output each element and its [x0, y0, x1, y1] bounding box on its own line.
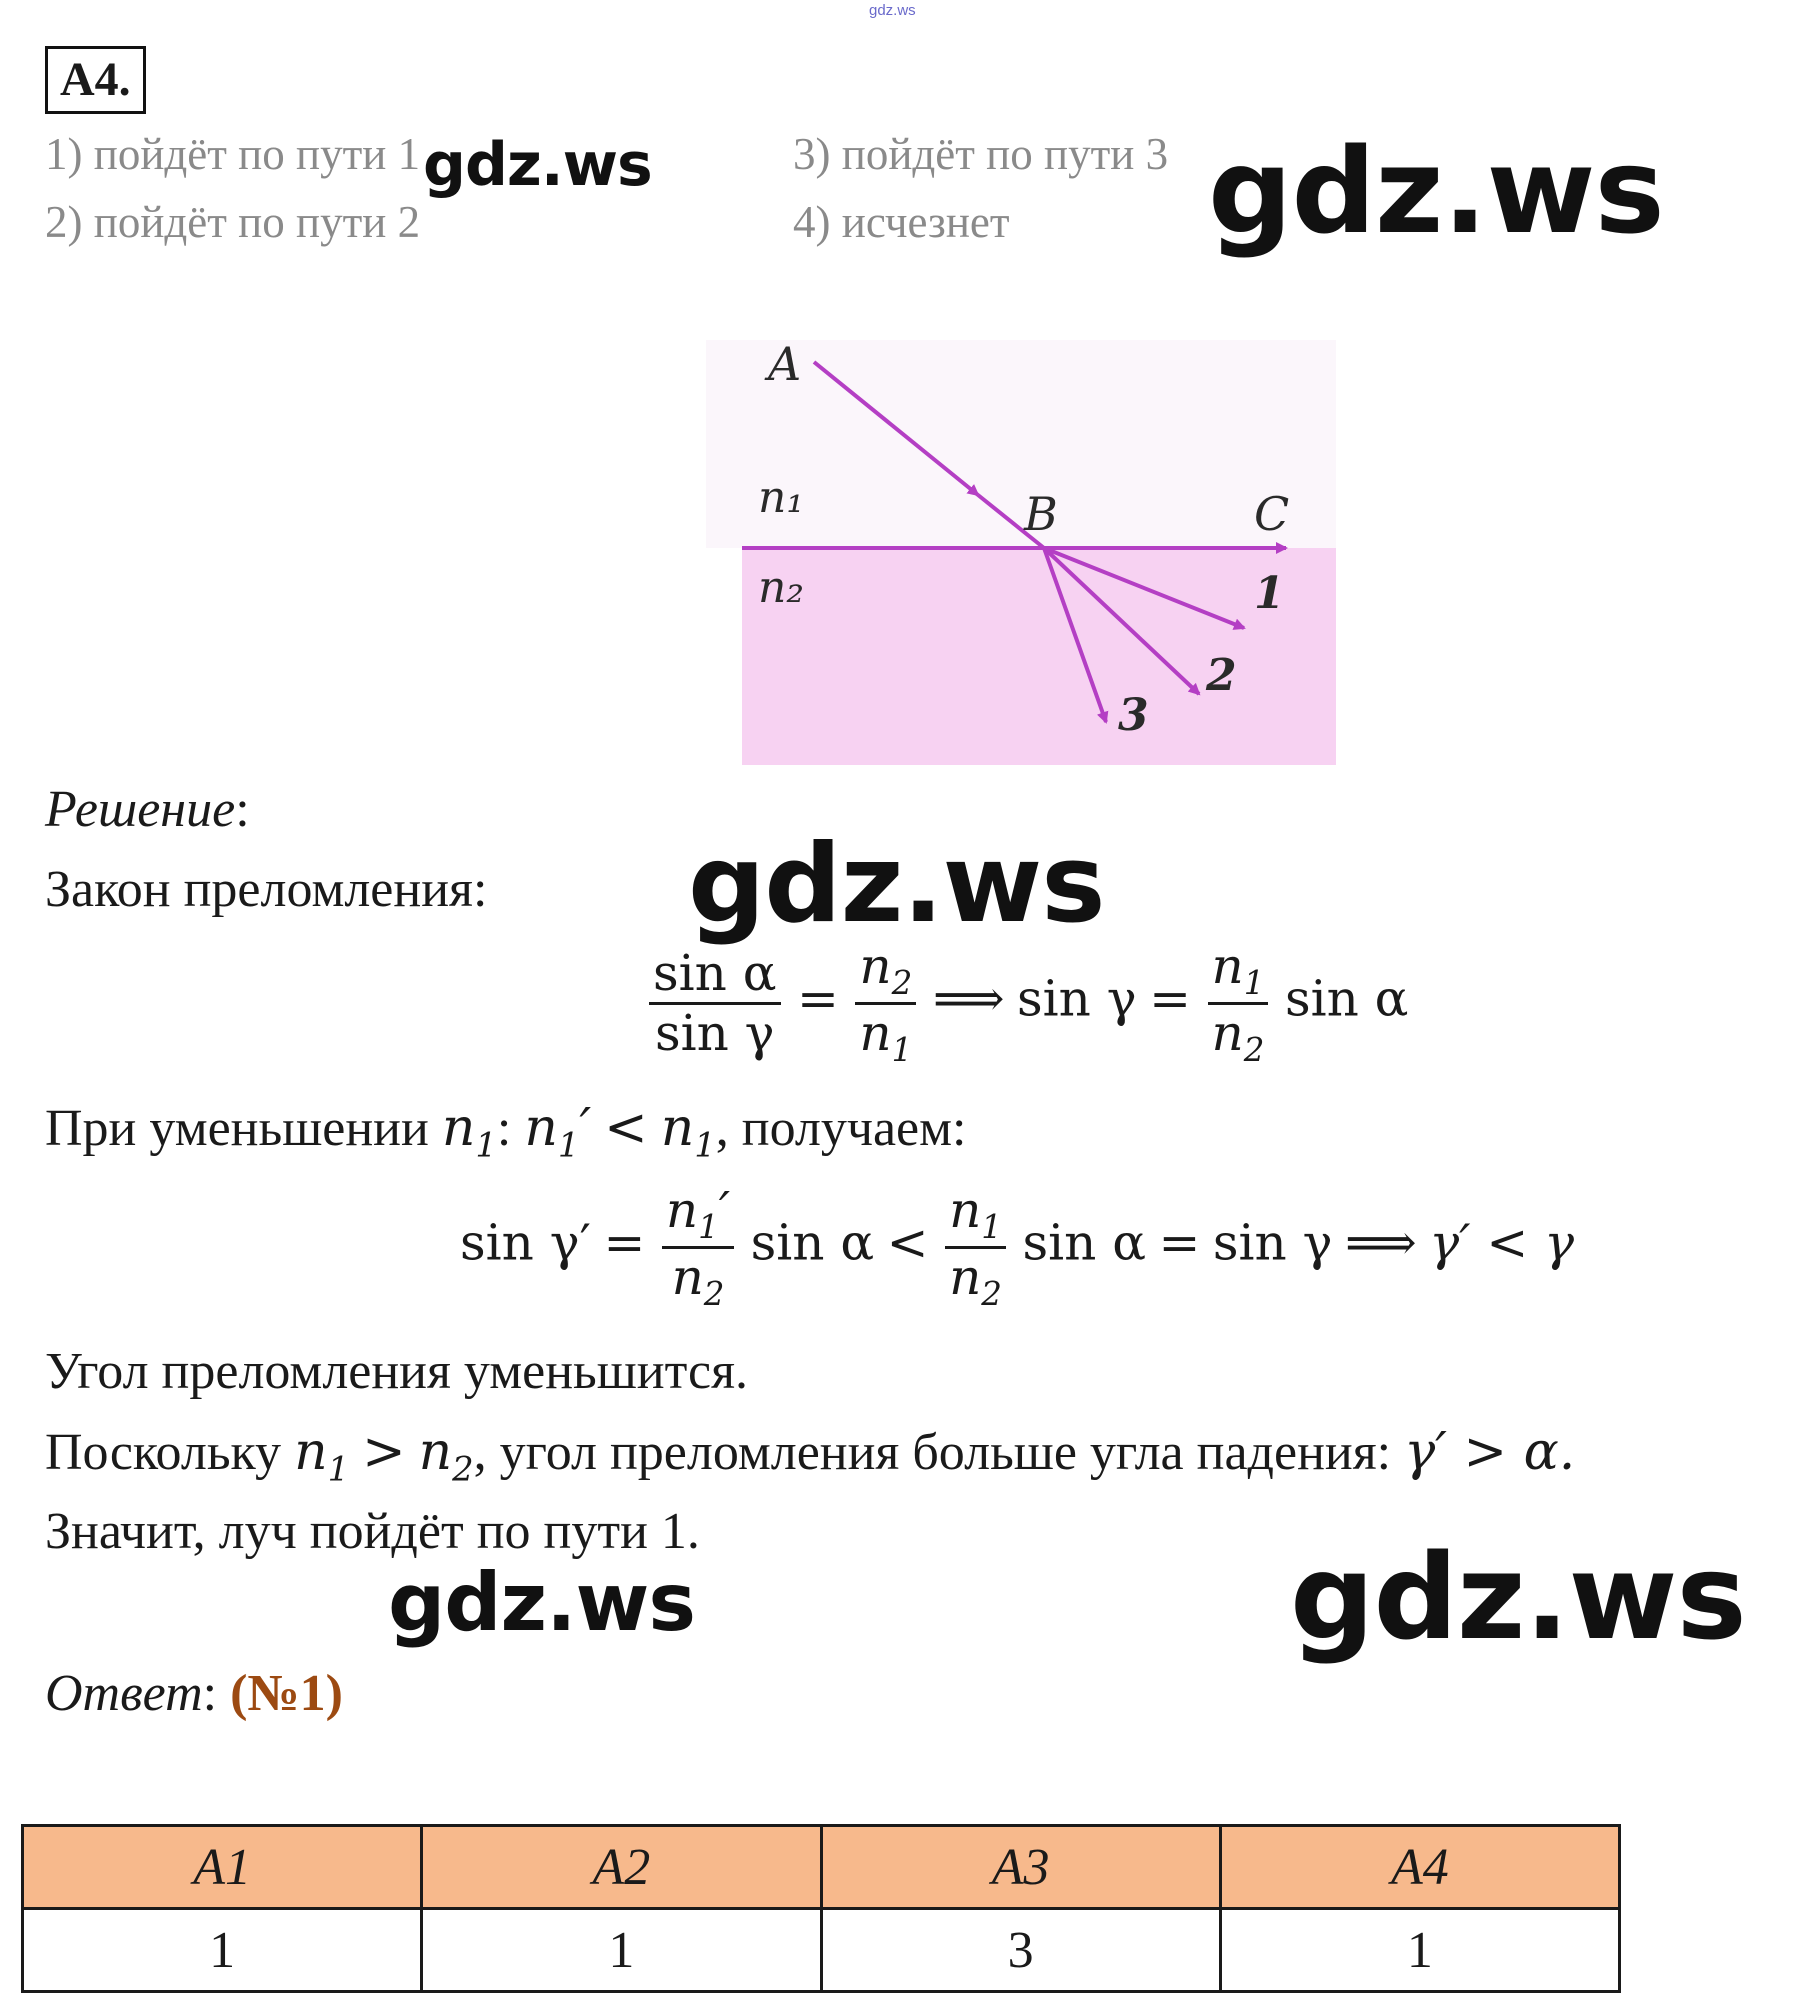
table-header: A1 [23, 1826, 422, 1909]
law-label: Закон преломления: [45, 861, 488, 918]
watermark: gdz.ws [388, 1556, 696, 1649]
answers-table [21, 1824, 1621, 1993]
answer-label: Ответ [45, 1665, 203, 1722]
gamma-prime-lt-gamma: γ′ < γ [1429, 1213, 1575, 1272]
watermark: gdz.ws [423, 130, 652, 200]
watermark-small: gdz.ws [869, 2, 916, 19]
label-c: C [1254, 487, 1290, 541]
label-b: B [1024, 487, 1058, 541]
eq-equals-2: = [1149, 969, 1192, 1028]
option-3: 3) пойдёт по пути 3 [793, 129, 1169, 179]
watermark: gdz.ws [1208, 122, 1664, 260]
table-cell: 3 [821, 1909, 1220, 1992]
table-cell: 1 [1220, 1909, 1619, 1992]
table-row [23, 1909, 1620, 1992]
decrease-prefix: При уменьшении [45, 1100, 429, 1157]
sin-gamma: sin γ [654, 1004, 775, 1063]
decrease-line: При уменьшении $n_1$: $n_1' < n_1$, получаем: [45, 1098, 967, 1165]
label-a: A [768, 340, 802, 391]
answer-value: (№1) [230, 1665, 343, 1722]
fraction-n1-n2 [1208, 938, 1269, 1070]
problem-label: А4. [45, 46, 146, 114]
fraction-n2-n1 [855, 938, 916, 1070]
lower-medium [742, 548, 1336, 765]
label-path-3: 3 [1118, 690, 1149, 741]
fraction-n1-n2-b [945, 1182, 1006, 1314]
option-2: 2) пойдёт по пути 2 [45, 197, 421, 247]
label-path-2: 2 [1206, 650, 1237, 701]
watermark: gdz.ws [688, 822, 1105, 947]
option-1: 1) пойдёт по пути 1 [45, 129, 421, 179]
gamma-prime-equation: sin γ′ = $\frac{n_1'}{n_2}$ sin α < $\frac{n_1}{n_2}$ sin α = sin γ ⟹ γ′ < γ [460, 1181, 1575, 1314]
fraction-num: $n_2$ [855, 938, 916, 1005]
sin-alpha: sin α [649, 945, 781, 1006]
solution-heading: Решение: [45, 781, 250, 838]
refraction-diagram [706, 340, 1336, 765]
table-header: A4 [1220, 1826, 1619, 1909]
snell-law-equation [645, 938, 1408, 1070]
table-header-row [23, 1826, 1620, 1909]
fraction-den: $n_2$ [1211, 1004, 1265, 1070]
eq-equals: = [797, 969, 839, 1028]
fraction-den: $n_1$ [859, 1004, 913, 1070]
sin-alpha-rhs: sin α [1284, 969, 1409, 1028]
table-cell: 1 [422, 1909, 821, 1992]
fraction-den: $n_2$ [949, 1248, 1002, 1314]
conclusion-line: Значит, луч пойдёт по пути 1. [45, 1503, 700, 1560]
fraction-num: $n_1'$ [662, 1182, 734, 1249]
answer-line: Ответ: (№1) [45, 1665, 343, 1722]
solution-heading-text: Решение [45, 781, 236, 838]
option-4: 4) исчезнет [793, 197, 1010, 247]
decrease-suffix: , получаем: [715, 1100, 967, 1157]
since-line: Поскольку $n_1 > n_2$, угол преломления больше угла падения: γ′ > α. [45, 1422, 1576, 1489]
fraction-sin [649, 945, 781, 1063]
sin-gamma-rhs: sin γ [1017, 969, 1137, 1028]
fraction-n1prime-n2 [662, 1182, 734, 1314]
fraction-num: $n_1$ [1208, 938, 1269, 1005]
table-cell: 1 [23, 1909, 422, 1992]
result-line-1: Угол преломления уменьшится. [45, 1343, 748, 1400]
watermark: gdz.ws [1290, 1528, 1746, 1666]
fraction-den: $n_2$ [671, 1248, 725, 1314]
implies-symbol: ⟹ [932, 969, 1005, 1028]
fraction-num: $n_1$ [945, 1182, 1006, 1249]
label-n2: n₂ [758, 562, 804, 613]
label-path-1: 1 [1254, 568, 1285, 619]
table-header: A2 [422, 1826, 821, 1909]
sin-gamma-prime: sin γ′ [460, 1213, 591, 1272]
label-n1: n₁ [758, 472, 804, 523]
table-header: A3 [821, 1826, 1220, 1909]
